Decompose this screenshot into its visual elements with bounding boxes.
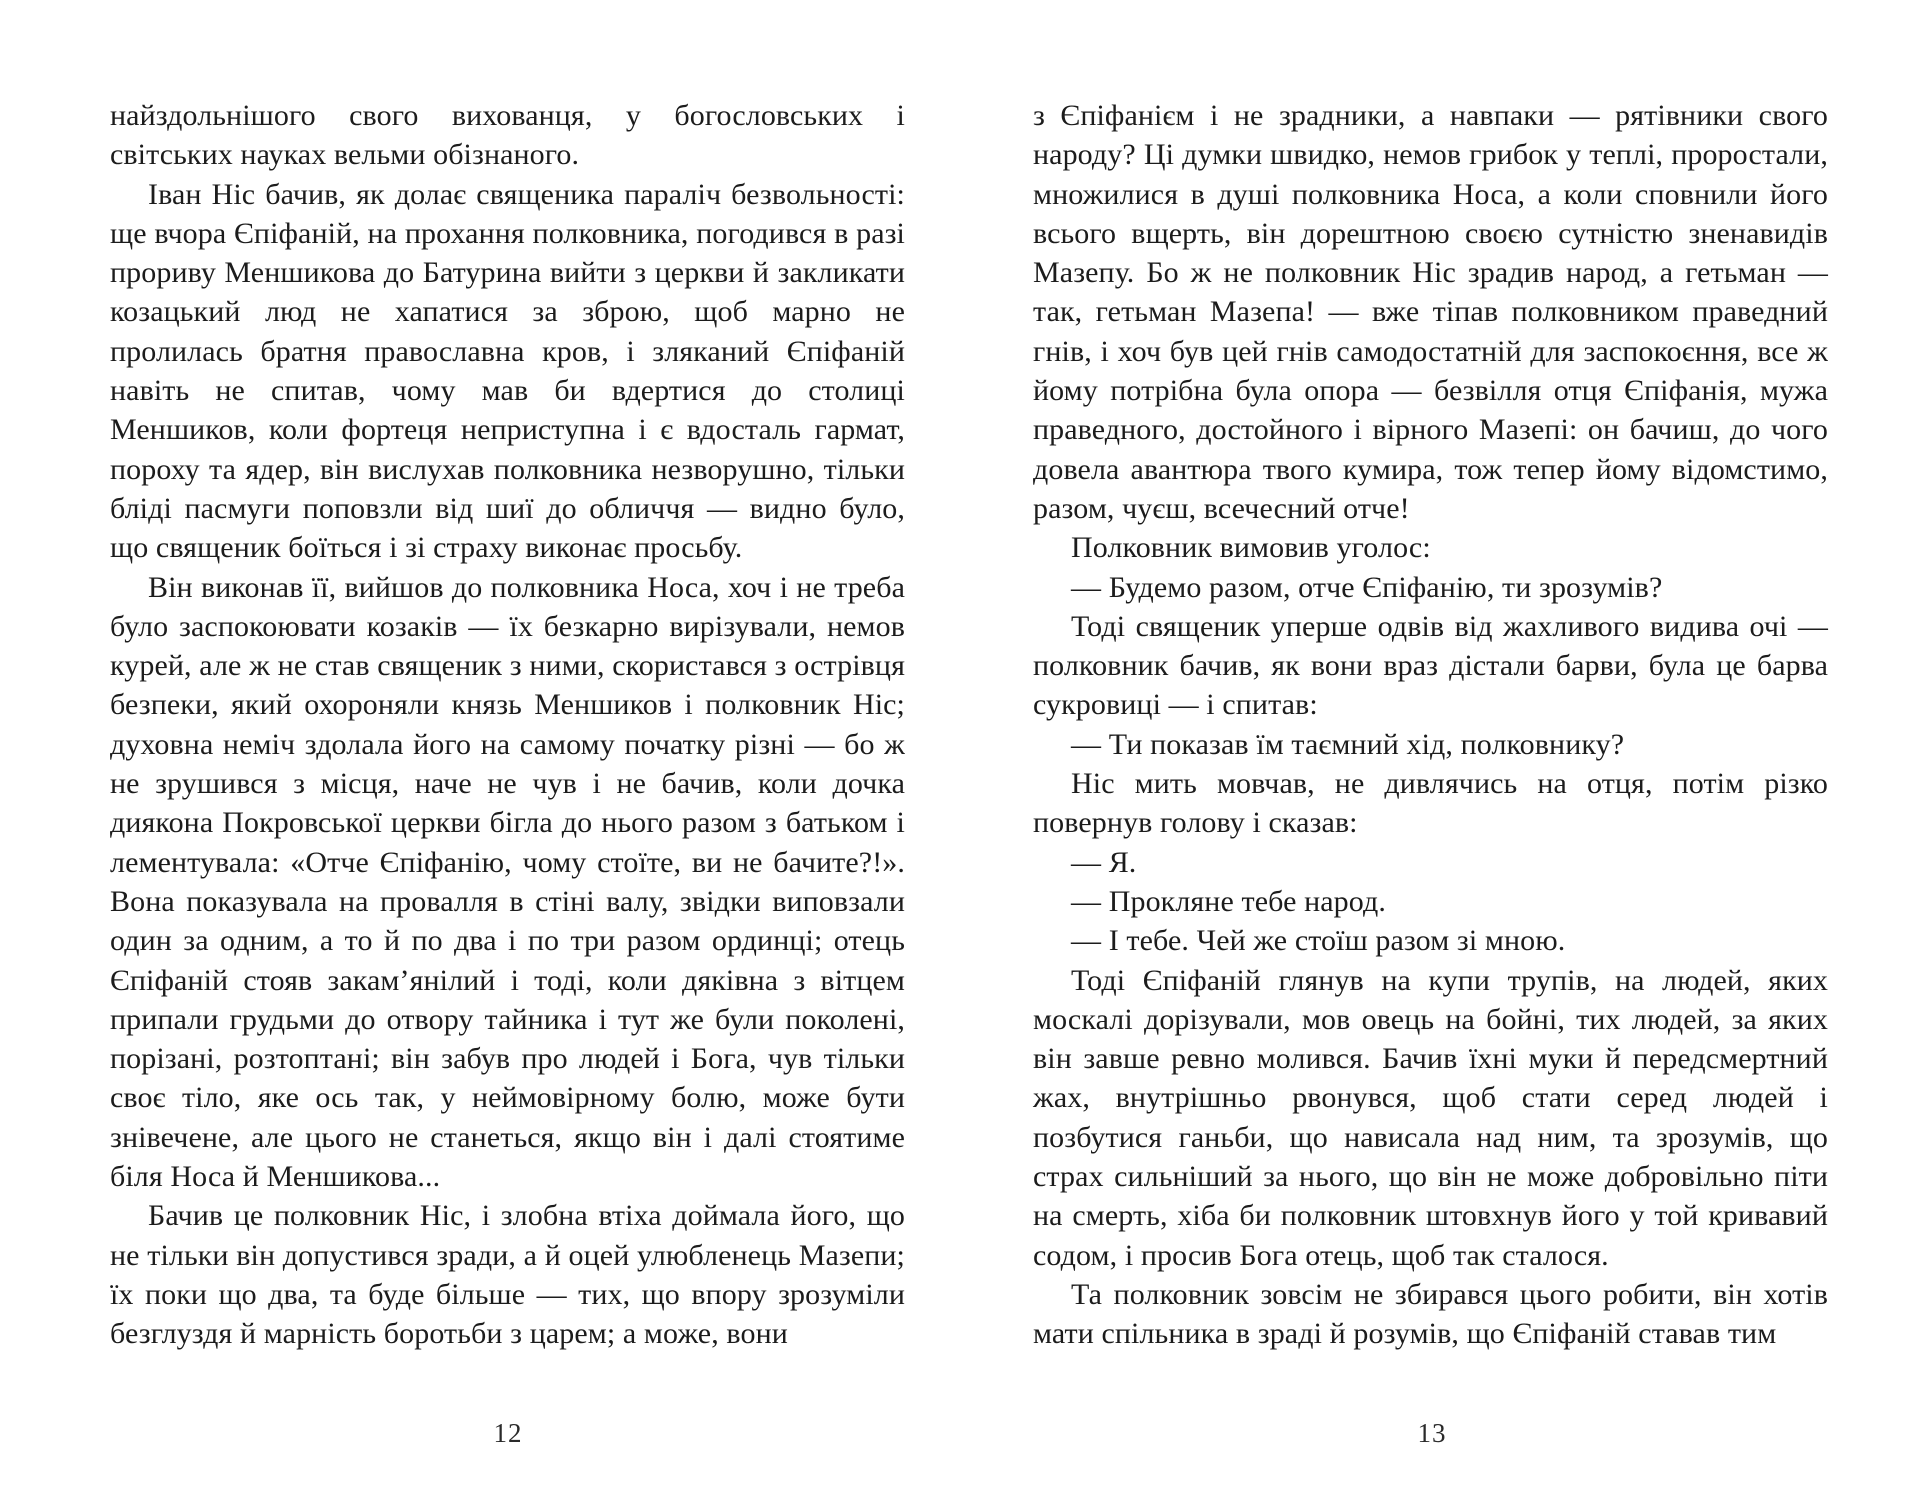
right-paragraph-9: — І тебе. Чей же стоїш разом зі мною. (1071, 924, 1566, 958)
left-paragraph-3: Він виконав її, вийшов до полковника Носа, хоч і не треба було заспокоювати козаків — їх безкарно вирізували, немов курей, але ж не став священик з ними, скористався з острівця безпеки, який охороняли князь Меншиков і полковник Ніс; духовна неміч здолала його на самому початку різні — бо ж не зрушився з місця, наче не чув і не бачив, коли дочка диякона Покровської церкви бігла до нього разом з батьком і лементувала: «Отче Єпіфанію, чому стоїте, ви не бачите?!». Вона показувала на провалля в стіні валу, звідки виповзали один за одним, а то й по два і по три разом ординці; отець Єпіфаній стояв закам’янілий і тоді, коли дяківна з вітцем припали грудьми до отвору тайника і тут же були поколені, порізані, розтоптані; він забув про людей і Бога, чув тільки своє тіло, яке ось так, у неймовірному болю, може бути знівечене, але цього не станеться, якщо він і далі стоятиме біля Носа й Меншикова... (110, 570, 905, 1194)
right-paragraph-11: Та полковник зовсім не збирався цього робити, він хотів мати спільника в зраді й розумів, що Єпіфаній ставав тим (1033, 1277, 1828, 1351)
right-paragraph-2: Полковник вимовив уголос: (1071, 531, 1431, 565)
left-page-number: 12 (493, 1418, 523, 1448)
left-paragraph-2: Іван Ніс бачив, як долає священика параліч безвольності: ще вчора Єпіфаній, на прохання полковника, погодився в разі прориву Меншикова до Батурина вийти з церкви й закликати козацький люд не хапатися за зброю, щоб марно не пролилась братня православна кров, і зляканий Єпіфаній навіть не спитав, чому мав би вдертися до столиці Меншиков, коли фортеця неприступна і є вдосталь гармат, пороху та ядер, він вислухав полковника незворушно, тільки бліді пасмуги поповзли від шиї до обличчя — видно було, що священик боїться і зі страху виконає просьбу. (110, 177, 905, 565)
left-page (110, 96, 905, 1396)
right-paragraph-7: — Я. (1071, 845, 1137, 879)
right-page (1033, 96, 1828, 1396)
right-paragraph-1: з Єпіфанієм і не зрадники, а навпаки — рятівники свого народу? Ці думки швидко, немов грибок у теплі, проростали, множилися в душі полковника Носа, а коли сповнили його всього вщерть, він дорештною своєю сутністю зненавидів Мазепу. Бо ж не полковник Ніс зрадив народ, а гетьман — так, гетьман Мазепа! — вже тіпав полковником праведний гнів, і хоч був цей гнів самодостатній для заспокоєння, все ж йому потрібна була опора — безвілля отця Єпіфанія, мужа праведного, достойного і вірного Мазепі: он бачиш, до чого довела авантюра твого кумира, тож тепер йому відомстимо, разом, чуєш, всечесний отче! (1033, 99, 1828, 525)
right-page-number: 13 (1417, 1418, 1447, 1448)
left-paragraph-4: Бачив це полковник Ніс, і злобна втіха доймала його, що не тільки він допустився зради, а й оцей улюбленець Мазепи; їх поки що два, та буде більше — тих, що впору зрозуміли безглуздя й марність боротьби з царем; а може, вони (110, 1199, 905, 1351)
right-paragraph-6: Ніс мить мовчав, не дивлячись на отця, потім різко повернув голову і сказав: (1033, 767, 1828, 840)
left-paragraph-1: найздольнішого свого вихованця, у богословських і світських науках вельми обізнаного. (110, 99, 905, 172)
right-paragraph-8: — Прокляне тебе народ. (1071, 884, 1386, 918)
right-paragraph-3: — Будемо разом, отче Єпіфанію, ти зрозумів? (1071, 570, 1663, 604)
right-paragraph-5: — Ти показав їм таємний хід, полковнику? (1071, 727, 1625, 761)
right-paragraph-4: Тоді священик уперше одвів від жахливого видива очі — полковник бачив, як вони враз дістали барви, була це барва сукровиці — і спитав: (1033, 609, 1828, 722)
right-paragraph-10: Тоді Єпіфаній глянув на купи трупів, на людей, яких москалі дорізували, мов овець на бойні, тих людей, за яких він завше ревно молився. Бачив їхні муки й передсмертний жах, внутрішньо рвонувся, щоб стати серед людей і позбутися ганьби, що нависала над ним, та зрозумів, що страх сильніший за нього, що він не може добровільно піти на смерть, хіба би полковник штовхнув його у той кривавий содом, і просив Бога отець, щоб так сталося. (1033, 963, 1828, 1272)
